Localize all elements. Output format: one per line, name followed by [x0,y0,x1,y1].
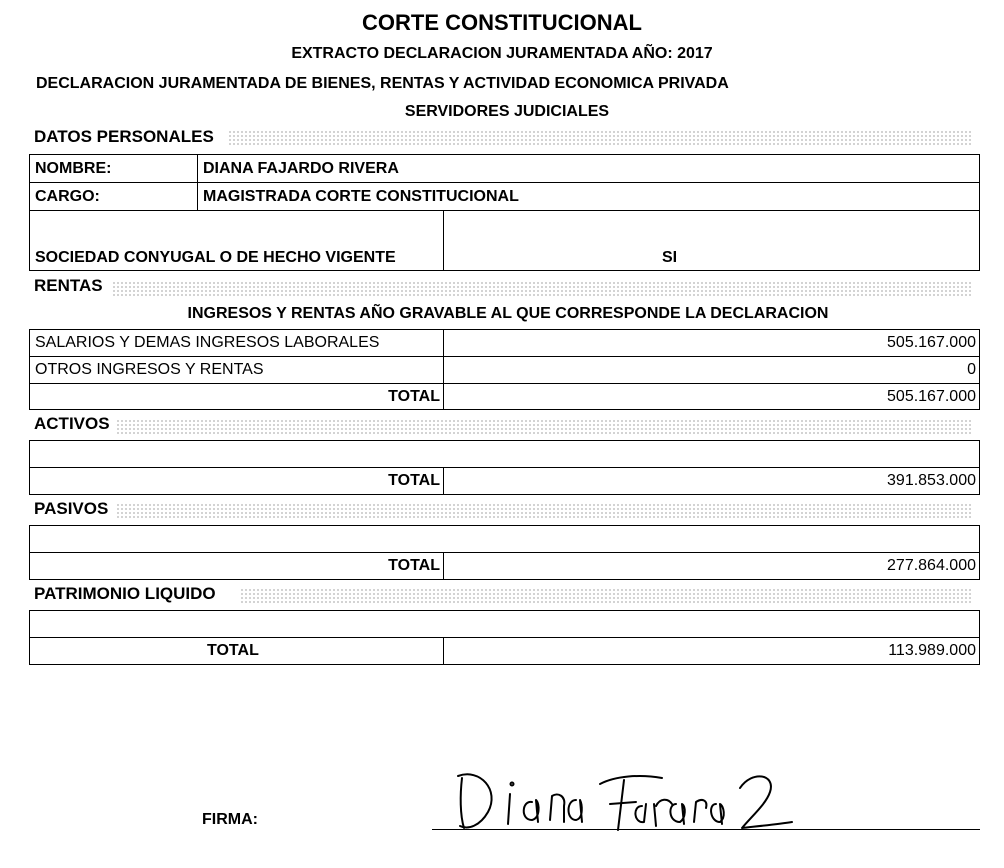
rentas-row-label: SALARIOS Y DEMAS INGRESOS LABORALES [35,334,380,351]
firma-label: FIRMA: [202,811,258,828]
document-subtitle: EXTRACTO DECLARACION JURAMENTADA AÑO: 2017 [291,45,713,62]
rentas-subtitle: INGRESOS Y RENTAS AÑO GRAVABLE AL QUE CORRESPONDE LA DECLARACION [187,305,829,322]
rentas-row-value: 505.167.000 [887,334,976,351]
patrimonio-total-value: 113.989.000 [888,642,976,659]
rentas-row-label: OTROS INGRESOS Y RENTAS [35,361,264,378]
section-shading [228,130,973,146]
document-title: CORTE CONSTITUCIONAL [362,10,642,35]
patrimonio-total-label: TOTAL [207,642,259,659]
sociedad-value: SI [662,249,678,266]
section-shading [116,503,973,519]
nombre-value: DIANA FAJARDO RIVERA [203,160,399,177]
nombre-label: NOMBRE: [35,160,112,177]
rentas-total-label: TOTAL [388,388,440,405]
section-pasivos: PASIVOS [34,499,109,518]
section-rentas: RENTAS [34,276,103,295]
rentas-row-value: 0 [967,361,976,378]
handwritten-signature [440,760,800,840]
pasivos-total-value: 277.864.000 [887,557,976,574]
section-shading [112,281,973,297]
section-patrimonio-liquido: PATRIMONIO LIQUIDO [34,584,216,603]
activos-total-value: 391.853.000 [887,472,976,489]
section-activos: ACTIVOS [34,414,110,433]
activos-total-label: TOTAL [388,472,440,489]
cargo-value: MAGISTRADA CORTE CONSTITUCIONAL [203,188,519,205]
cargo-label: CARGO: [35,188,100,205]
section-datos-personales: DATOS PERSONALES [34,127,214,146]
section-shading [116,419,973,435]
section-shading [240,588,973,604]
sociedad-label: SOCIEDAD CONYUGAL O DE HECHO VIGENTE [35,249,396,266]
rentas-total-value: 505.167.000 [887,388,976,405]
document-heading: DECLARACION JURAMENTADA DE BIENES, RENTAS Y ACTIVIDAD ECONOMICA PRIVADA [36,75,729,92]
document-subheading: SERVIDORES JUDICIALES [404,103,610,120]
pasivos-total-label: TOTAL [388,557,440,574]
